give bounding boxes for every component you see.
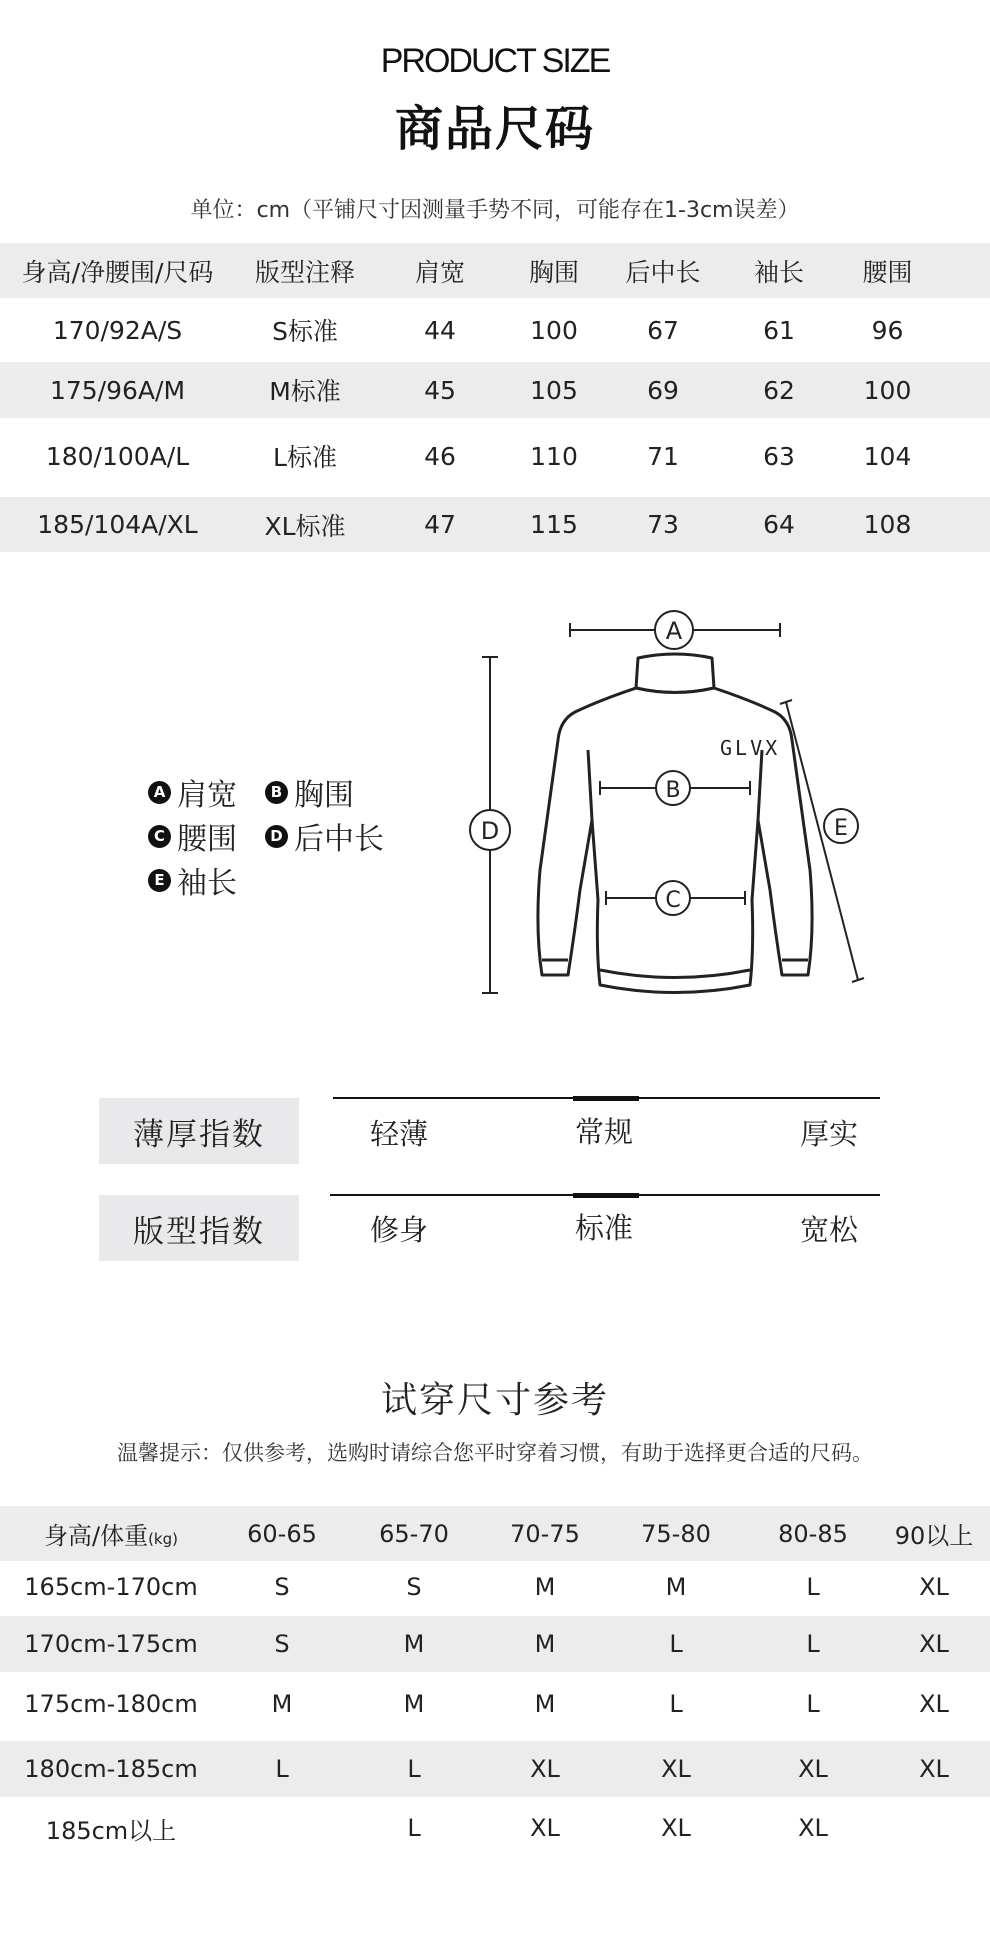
table-cell: M <box>271 1690 293 1718</box>
header-cell: 90以上 <box>894 1522 974 1550</box>
marker-e-label: E <box>834 816 848 841</box>
header-cell: 腰围 <box>862 257 913 287</box>
table-cell: L <box>669 1630 683 1658</box>
table-cell: M <box>534 1573 556 1601</box>
table-cell: 185cm以上 <box>45 1816 177 1845</box>
table-cell: 62 <box>763 375 795 405</box>
fit-option: 修身 <box>370 1213 429 1247</box>
table-cell: L标准 <box>273 443 337 472</box>
brand-logo: GLVX <box>720 736 781 760</box>
table-cell: 45 <box>424 375 456 405</box>
table-cell: XL <box>919 1630 949 1658</box>
legend-item-e <box>148 858 237 902</box>
fit-selected-marker <box>573 1193 639 1198</box>
legend-item-d <box>265 814 384 858</box>
table-cell: S标准 <box>272 317 338 346</box>
header-cell: 65-70 <box>379 1519 449 1548</box>
table-cell: 67 <box>647 315 679 345</box>
table-cell: S <box>406 1573 422 1601</box>
legend-label: 袖长 <box>177 866 237 901</box>
table-cell: 96 <box>871 315 904 345</box>
header-cell: 版型注释 <box>254 257 355 287</box>
table-cell: XL <box>661 1755 691 1783</box>
thickness-option: 厚实 <box>800 1117 859 1151</box>
table-cell: 64 <box>763 510 795 539</box>
table-cell: XL标准 <box>264 511 346 541</box>
header-unit: (kg) <box>148 1530 178 1548</box>
fit-guide-tip: 温馨提示：仅供参考，选购时请综合您平时穿着习惯，有助于选择更合适的尺码。 <box>117 1441 873 1465</box>
table-cell: 100 <box>863 375 912 405</box>
table-row <box>0 1800 990 1856</box>
table-cell: 170/92A/S <box>52 315 183 345</box>
sweater-outline <box>538 654 812 993</box>
table-cell: 108 <box>863 510 912 539</box>
table-cell: M标准 <box>269 377 341 406</box>
legend-marker-a: A <box>148 781 171 804</box>
fit-guide-title: 试穿尺寸参考 <box>380 1380 609 1421</box>
table-cell: XL <box>530 1814 560 1842</box>
fit-index-label: 版型指数 <box>99 1195 299 1261</box>
table-row <box>0 1676 990 1732</box>
table-cell: M <box>534 1630 556 1658</box>
header-cell: 袖长 <box>753 257 804 287</box>
header-main: 身高/体重 <box>43 1522 149 1550</box>
table-row <box>0 1561 990 1613</box>
table-cell: L <box>806 1690 820 1718</box>
header-cell: 后中长 <box>625 257 701 287</box>
marker-d-label: D <box>480 817 500 845</box>
table-row <box>0 302 990 358</box>
table-cell: 105 <box>530 375 578 405</box>
measure-d <box>470 657 510 993</box>
marker-b-label: B <box>665 778 681 803</box>
table-cell: M <box>665 1573 687 1601</box>
table-cell: L <box>407 1755 421 1783</box>
thickness-index-label: 薄厚指数 <box>99 1098 299 1164</box>
page-title-en: PRODUCT SIZE <box>380 42 610 80</box>
table-cell: 165cm-170cm <box>24 1573 198 1601</box>
table-row <box>0 362 990 418</box>
thickness-option: 常规 <box>575 1115 634 1149</box>
header-cell: 肩宽 <box>414 257 465 287</box>
legend-item-a <box>148 770 237 814</box>
table-cell: 73 <box>647 510 679 539</box>
table-cell: 69 <box>647 375 679 405</box>
table-cell: 185/104A/XL <box>37 510 198 539</box>
table-row <box>0 1741 990 1797</box>
legend-label: 胸围 <box>294 778 354 813</box>
marker-c-label: C <box>665 888 681 913</box>
table-cell: 104 <box>863 441 912 471</box>
table-cell: 115 <box>530 510 578 539</box>
measure-a <box>570 611 780 649</box>
table-cell: 170cm-175cm <box>24 1630 198 1658</box>
table-cell: L <box>669 1690 683 1718</box>
legend-marker-b: B <box>265 781 288 804</box>
table-cell: XL <box>798 1755 828 1783</box>
table-cell: 47 <box>424 510 456 539</box>
table-cell: XL <box>919 1690 949 1718</box>
table-row <box>0 428 990 484</box>
table-cell: XL <box>919 1755 949 1783</box>
table-cell: L <box>806 1630 820 1658</box>
measurement-legend <box>148 770 468 902</box>
table-cell: 100 <box>530 315 578 345</box>
legend-marker-c: C <box>148 825 171 848</box>
header-cell: 70-75 <box>510 1519 580 1548</box>
header-cell <box>0 1516 222 1551</box>
legend-label: 腰围 <box>177 822 237 857</box>
header-cell: 胸围 <box>528 257 579 287</box>
legend-label: 后中长 <box>294 822 384 857</box>
table-cell: S <box>274 1573 290 1601</box>
header-cell: 60-65 <box>247 1519 317 1548</box>
unit-note: 单位：cm（平铺尺寸因测量手势不同，可能存在1-3cm误差） <box>190 198 800 223</box>
legend-label: 肩宽 <box>177 778 237 813</box>
header-cell: 身高/净腰围/尺码 <box>21 257 214 287</box>
table-cell: 46 <box>424 441 456 471</box>
legend-item-c <box>148 814 237 858</box>
legend-item-b <box>265 770 354 814</box>
table-cell: L <box>806 1573 820 1601</box>
table-cell: L <box>407 1814 421 1842</box>
table-cell: XL <box>919 1573 949 1601</box>
header-cell: 75-80 <box>641 1519 711 1548</box>
garment-diagram <box>460 600 880 1010</box>
legend-marker-e: E <box>148 869 171 892</box>
table-row <box>0 497 990 552</box>
size-table-header <box>0 243 990 298</box>
thickness-selected-marker <box>573 1096 639 1101</box>
table-cell: M <box>403 1630 425 1658</box>
table-cell: 63 <box>763 441 795 471</box>
marker-a-label: A <box>665 617 683 645</box>
table-cell: 61 <box>763 315 795 345</box>
table-cell: XL <box>661 1814 691 1842</box>
table-cell: 44 <box>424 315 456 345</box>
table-cell: L <box>275 1755 289 1783</box>
table-cell: XL <box>798 1814 828 1842</box>
table-cell: M <box>403 1690 425 1718</box>
table-cell: 110 <box>530 441 578 471</box>
fit-option: 宽松 <box>800 1213 859 1247</box>
fit-option: 标准 <box>575 1211 634 1245</box>
thickness-option: 轻薄 <box>370 1117 429 1151</box>
legend-marker-d: D <box>265 825 288 848</box>
table-row <box>0 1616 990 1672</box>
page-title-zh: 商品尺码 <box>394 101 595 157</box>
table-cell: M <box>534 1690 556 1718</box>
header-cell: 80-85 <box>778 1519 848 1548</box>
table-cell: 71 <box>647 441 679 471</box>
table-cell: 175cm-180cm <box>24 1690 198 1718</box>
table-cell: 180cm-185cm <box>24 1755 198 1783</box>
table-cell: XL <box>530 1755 560 1783</box>
fit-table-header <box>0 1506 990 1561</box>
table-cell: 175/96A/M <box>49 375 186 405</box>
table-cell: S <box>274 1630 290 1658</box>
table-cell: 180/100A/L <box>45 441 190 471</box>
